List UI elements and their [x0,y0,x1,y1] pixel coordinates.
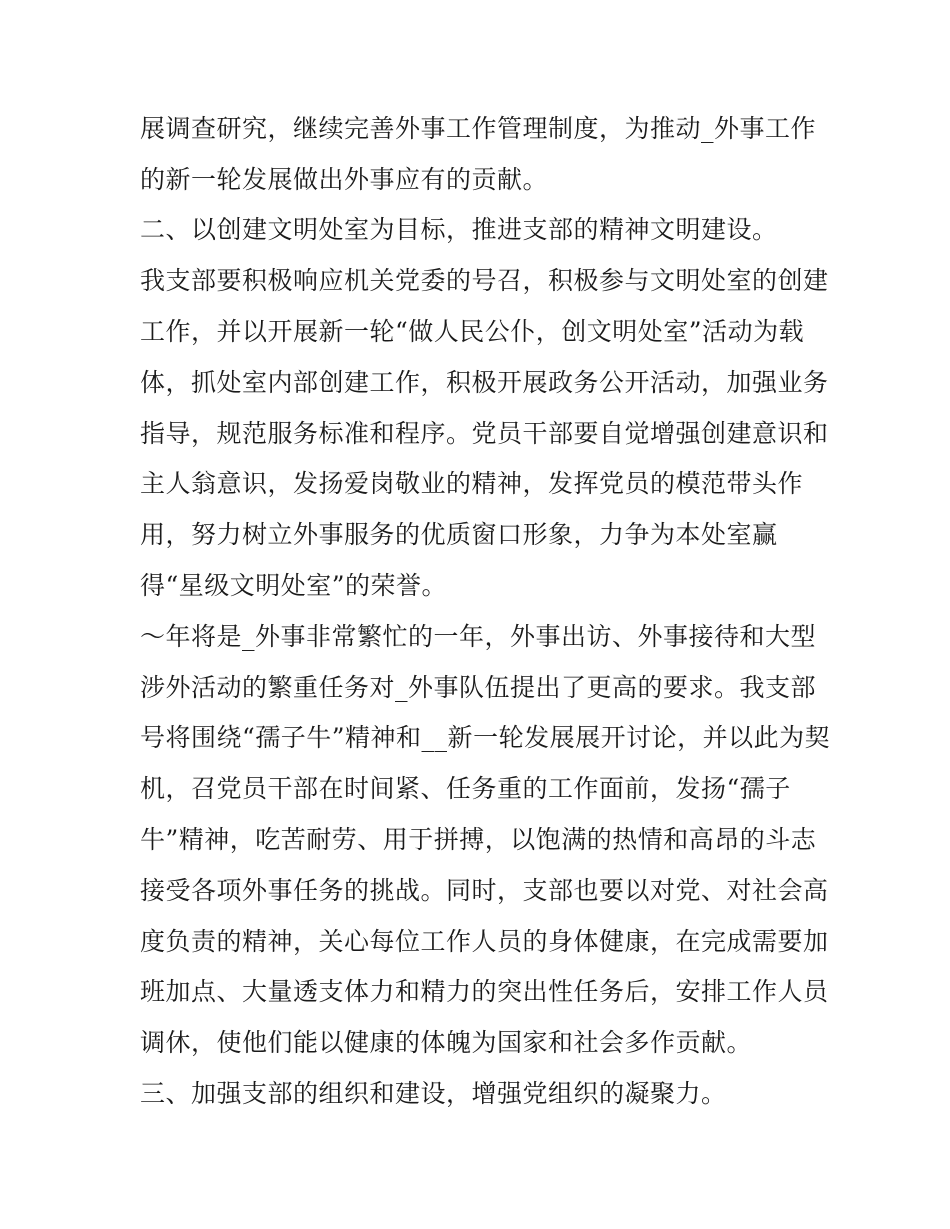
text-line-1: 展调查研究，继续完善外事工作管理制度，为推动_外事工作 [140,114,817,143]
text-line-10: 得“星级文明处室”的荣誉。 [140,571,448,600]
text-line-2: 的新一轮发展做出外事应有的贡献。 [140,165,549,194]
section-heading-3: 三、加强支部的组织和建设，增强党组织的凝聚力。 [140,1079,727,1108]
text-line-11: ～年将是_外事非常繁忙的一年，外事出访、外事接待和大型 [140,622,817,651]
text-line-13: 号将围绕“孺子牛”精神和__新一轮发展展开讨论，并以此为契 [140,723,831,752]
text-line-7: 指导，规范服务标准和程序。党员干部要自觉增强创建意识和 [140,419,829,448]
text-line-17: 度负责的精神，关心每位工作人员的身体健康，在完成需要加 [140,927,829,956]
text-line-8: 主人翁意识，发扬爱岗敬业的精神，发挥党员的模范带头作 [140,469,804,498]
section-heading-2: 二、以创建文明处室为目标，推进支部的精神文明建设。 [140,215,778,244]
text-line-16: 接受各项外事任务的挑战。同时，支部也要以对党、对社会高 [140,876,829,905]
text-line-4: 我支部要积极响应机关党委的号召，积极参与文明处室的创建 [140,266,829,295]
text-line-9: 用，努力树立外事服务的优质窗口形象，力争为本处室赢 [140,520,778,549]
text-line-18: 班加点、大量透支体力和精力的突出性任务后，安排工作人员 [140,977,829,1006]
text-line-19: 调休，使他们能以健康的体魄为国家和社会多作贡献。 [140,1028,753,1057]
text-line-12: 涉外活动的繁重任务对_外事队伍提出了更高的要求。我支部 [140,673,817,702]
text-line-14: 机，召党员干部在时间紧、任务重的工作面前，发扬“孺子 [140,774,791,803]
text-line-5: 工作，并以开展新一轮“做人民公仆，创文明处室”活动为载 [140,317,805,346]
text-line-15: 牛”精神，吃苦耐劳、用于拼搏，以饱满的热情和高昂的斗志 [140,825,817,854]
text-line-6: 体，抓处室内部创建工作，积极开展政务公开活动，加强业务 [140,368,829,397]
